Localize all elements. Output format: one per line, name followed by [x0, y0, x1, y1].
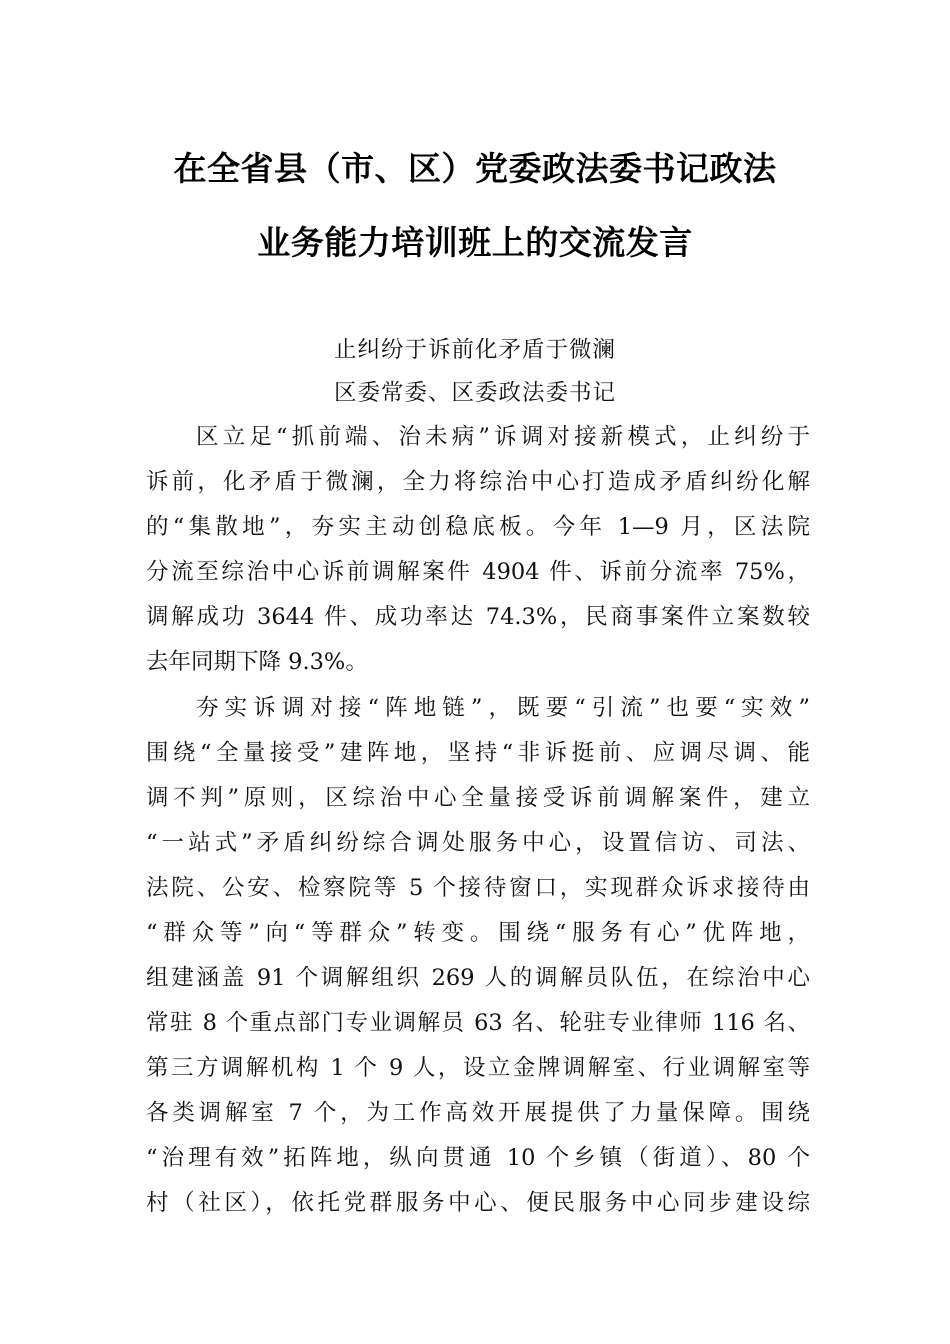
paragraph-line: 常驻 8 个重点部门专业调解员 63 名、轮驻专业律师 116 名、 [146, 1010, 810, 1036]
paragraph-line: 各类调解室 7 个，为工作高效开展提供了力量保障。围绕 [146, 1100, 810, 1126]
paragraph-line: 法院、公安、检察院等 5 个接待窗口，实现群众诉求接待由 [146, 875, 810, 901]
paragraph-line: “群众等”向“等群众”转变。围绕“服务有心”优阵地， [146, 920, 810, 946]
author-line: 区委常委、区委政法委书记 [333, 380, 616, 406]
subtitle: 止纠纷于诉前化矛盾于微澜 [333, 337, 616, 363]
paragraph-line: 组建涵盖 91 个调解组织 269 人的调解员队伍，在综治中心 [146, 965, 810, 991]
document-title [120, 149, 830, 262]
paragraph-line: 调不判”原则，区综治中心全量接受诉前调解案件，建立 [146, 785, 810, 811]
paragraph-line: 分流至综治中心诉前调解案件 4904 件、诉前分流率 75%， [146, 559, 810, 585]
paragraph-line: 去年同期下降 9.3%。 [146, 649, 368, 675]
paragraph-line: 围绕“全量接受”建阵地，坚持“非诉挺前、应调尽调、能 [146, 740, 810, 766]
paragraph-line: 第三方调解机构 1 个 9 人，设立金牌调解室、行业调解室等 [146, 1055, 810, 1081]
paragraph-line: 的“集散地”，夯实主动创稳底板。今年 1—9 月，区法院 [146, 514, 810, 540]
paragraph-line: “治理有效”拓阵地，纵向贯通 10 个乡镇（街道）、80 个 [146, 1145, 810, 1171]
title-line-1: 在全省县（市、区）党委政法委书记政法 [173, 149, 777, 188]
title-line-2: 业务能力培训班上的交流发言 [257, 223, 693, 262]
paragraph-line: 夯实诉调对接“阵地链”，既要“引流”也要“实效” [196, 695, 810, 721]
paragraph-line: 诉前，化矛盾于微澜，全力将综治中心打造成矛盾纠纷化解 [146, 469, 810, 495]
paragraph-line: 区立足“抓前端、治未病”诉调对接新模式，止纠纷于 [196, 424, 810, 450]
paragraph-line: 调解成功 3644 件、成功率达 74.3%，民商事案件立案数较 [146, 604, 810, 630]
paragraph-line: 村（社区），依托党群服务中心、便民服务中心同步建设综 [146, 1190, 810, 1216]
paragraph-line: “一站式”矛盾纠纷综合调处服务中心，设置信访、司法、 [146, 830, 810, 856]
